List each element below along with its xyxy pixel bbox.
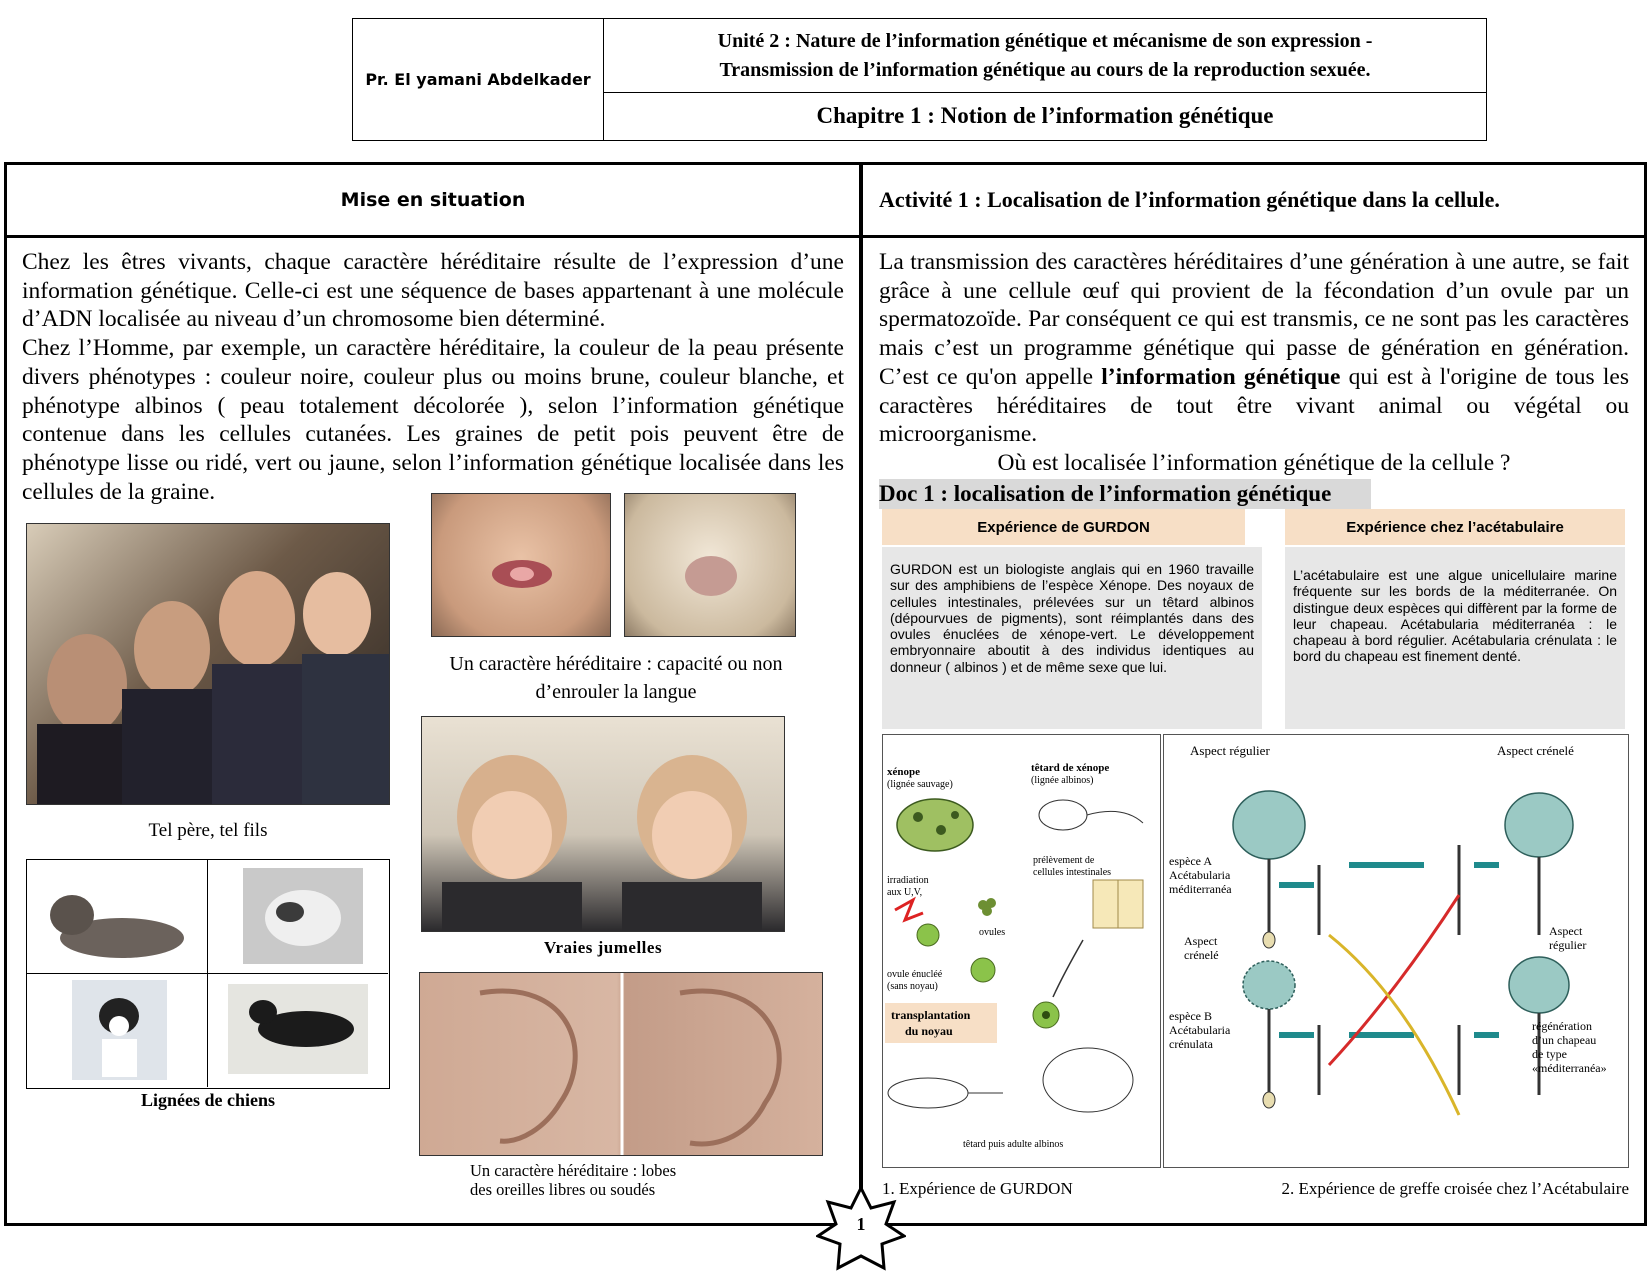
label-aspect-crenele: Aspect crénelé — [1497, 743, 1574, 758]
label-espece-b2: Acétabularia — [1169, 1023, 1231, 1037]
label-aspect-regulier-r2: régulier — [1549, 938, 1587, 952]
title-row-divider — [4, 235, 1647, 238]
pomeranian-photo — [208, 860, 388, 974]
label-aspect-regulier-r1: Aspect — [1549, 924, 1583, 938]
twins-photo — [421, 716, 785, 932]
gurdon-caption: 1. Expérience de GURDON — [882, 1179, 1073, 1198]
acetabulaire-caption: 2. Expérience de greffe croisée chez l’Acétabulaire — [1281, 1179, 1629, 1198]
label-tetard: têtard de xénope — [1031, 762, 1110, 774]
gurdon-heading: Expérience de GURDON — [882, 509, 1245, 545]
page-number-badge — [816, 1184, 906, 1272]
tongue-caption — [430, 650, 802, 706]
label-tetard-sub: (lignée albinos) — [1031, 775, 1094, 786]
gurdon-diagram — [882, 734, 1161, 1168]
column-divider — [859, 162, 863, 1226]
label-irradiation: irradiation — [887, 875, 929, 886]
label-regen2: d’un chapeau — [1532, 1033, 1597, 1047]
label-espece-a2: Acétabularia — [1169, 868, 1231, 882]
earlobes-caption-line2: des oreilles libres ou soudés — [470, 1180, 656, 1199]
graft-arrow-yellow-icon — [1329, 935, 1459, 1115]
species-a-regenerated-cap-icon — [1505, 793, 1573, 935]
left-intro-text — [22, 248, 844, 506]
label-regen1: régénération — [1532, 1019, 1592, 1033]
right-section-title: Activité 1 : Localisation de l’information génétique dans la cellule. — [879, 187, 1500, 212]
label-ovules: ovules — [979, 927, 1006, 938]
husky-photo — [27, 974, 208, 1087]
acetabularia-diagram — [1163, 734, 1629, 1168]
chapter-title: Chapitre 1 : Notion de l’information génétique — [603, 92, 1487, 141]
dog-lineages-grid — [26, 859, 390, 1089]
species-a-cap-icon — [1233, 791, 1305, 948]
label-espece-a1: espèce A — [1169, 854, 1212, 868]
tongue-caption-line1: Un caractère héréditaire : capacité ou non — [449, 653, 783, 675]
family-caption: Tel père, tel fils — [148, 820, 268, 841]
twins-caption: Vraies jumelles — [543, 938, 663, 957]
acetabularia-diagram-svg — [1164, 735, 1630, 1169]
label-aspect-crenele-l2: crénelé — [1184, 948, 1219, 962]
family-photo — [26, 523, 390, 805]
page-number: 1 — [856, 1214, 866, 1234]
right-intro-text — [879, 248, 1629, 449]
author-name: Pr. El yamani Abdelkader — [352, 18, 604, 141]
rottweiler-photo — [208, 974, 388, 1087]
left-section-title: Mise en situation — [340, 189, 526, 211]
right-paragraph-start: La transmission des caractères héréditaires d’une génération à une autre, se fait grâce à une cellule œuf qui provient de la fécondation d’un ovule par un spermatozoïde. Par conséquent ce qui est transmis, ce ne sont pas les caractères mais c’est un programme génétique qui passe de génération en génération. C’est ce qu'on appelle — [879, 249, 1629, 390]
question-text: Où est localisée l’information génétique de la cellule ? — [997, 450, 1511, 476]
left-paragraph-1: Chez les êtres vivants, chaque caractère héréditaire résulte de l’expression d’une information génétique. Celle-ci est une séquence de bases appartenant à une molécule d’ADN localisée au niveau d’un chromosome bien déterminé. — [22, 249, 844, 333]
gurdon-description: GURDON est un biologiste anglais qui en 1960 travaille sur des amphibiens de l’espèce Xénope. Des noyaux de cellules intestinales, prélevées sur un têtard albinos (dépourvues de pigments), sont réimplantés dans des ovules énuclées de xénope-vert. Le développement embryonnaire aboutit à des individus identiques au donneur ( albinos ) et de même sexe que lui. — [882, 547, 1262, 729]
earlobes-caption-line1: Un caractère héréditaire : lobes — [470, 1161, 677, 1180]
label-prelevement2: cellules intestinales — [1033, 867, 1112, 878]
ovule-icon — [917, 924, 939, 946]
family-profiles-illustration — [27, 524, 390, 805]
label-aspect-regulier: Aspect régulier — [1190, 743, 1270, 758]
label-irradiation2: aux U,V, — [887, 887, 923, 898]
label-transplantation: transplantation — [891, 1008, 971, 1022]
genetic-information-term: l’information génétique — [1101, 363, 1341, 390]
label-regen3: de type — [1532, 1047, 1567, 1061]
label-ovule-enuclee2: (sans noyau) — [887, 981, 938, 992]
acetabulaire-description: L’acétabulaire est une algue unicellulaire marine fréquente sur les bords de la méditerranée. On distingue deux espèces qui diffèrent par la forme de leur chapeau. Acétabularia méditerranéa : le chapeau à bord régulier. Acétabularia crénulata : le bord du chapeau est finement denté. — [1285, 547, 1625, 729]
label-regen4: «méditerranéa» — [1532, 1061, 1607, 1075]
tongue-caption-line2: d’enrouler la langue — [535, 681, 697, 703]
right-paragraph-end: qui est à l'origine de tous les caractères héréditaires de tout être vivant animal ou végétal ou microorganisme. — [879, 363, 1629, 448]
acetabulaire-heading: Expérience chez l’acétabulaire — [1285, 509, 1625, 545]
green-frog-icon — [897, 799, 973, 851]
label-transplantation2: du noyau — [905, 1024, 953, 1038]
label-aspect-crenele-l1: Aspect — [1184, 934, 1218, 948]
unit-title-line2: Transmission de l’information génétique au cours de la reproduction sexuée. — [719, 59, 1371, 81]
label-tetard-adulte: têtard puis adulte albinos — [963, 1139, 1064, 1150]
graft-arrow-red-icon — [1329, 895, 1459, 1065]
label-xenope: xénope — [887, 766, 920, 778]
label-ovule-enuclee: ovule énucléé — [887, 969, 943, 980]
tadpole-adult-icon — [888, 1048, 1133, 1112]
label-espece-a3: méditerranéa — [1169, 882, 1232, 896]
label-xenope-sub: (lignée sauvage) — [887, 779, 953, 790]
left-paragraph-2: Chez l’Homme, par exemple, un caractère héréditaire, la couleur de la peau présente divers phénotypes : couleur noire, couleur plus ou moins brune, couleur blanche, et phénotype albinos ( peau totalement décolorée ), selon l’information génétique contenue dans les cellules cutanées. Les graines de petit pois peuvent être de phénotype lisse ou ridé, vert ou jaune, selon l’information génétique localisée dans les cellules de la graine. — [22, 335, 844, 505]
earlobes-caption — [470, 1161, 770, 1199]
label-espece-b1: espèce B — [1169, 1009, 1212, 1023]
label-prelevement: prélèvement de — [1033, 855, 1095, 866]
tongue-rolled-photo — [431, 493, 611, 637]
tongue-flat-photo — [624, 493, 796, 637]
dogs-caption: Lignées de chiens — [140, 1090, 275, 1110]
earlobes-photo — [419, 972, 823, 1156]
unit-title — [603, 18, 1487, 93]
gurdon-diagram-svg — [883, 735, 1162, 1169]
enucleated-ovule-icon — [971, 958, 995, 982]
unit-title-line1: Unité 2 : Nature de l’information génétique et mécanisme de son expression - — [717, 30, 1373, 52]
mastiff-photo — [27, 860, 208, 974]
label-espece-b3: crénulata — [1169, 1037, 1213, 1051]
uv-lightning-icon — [895, 900, 923, 920]
doc-title: Doc 1 : localisation de l’information génétique — [879, 479, 1371, 509]
albino-tadpole-icon — [1039, 800, 1143, 830]
